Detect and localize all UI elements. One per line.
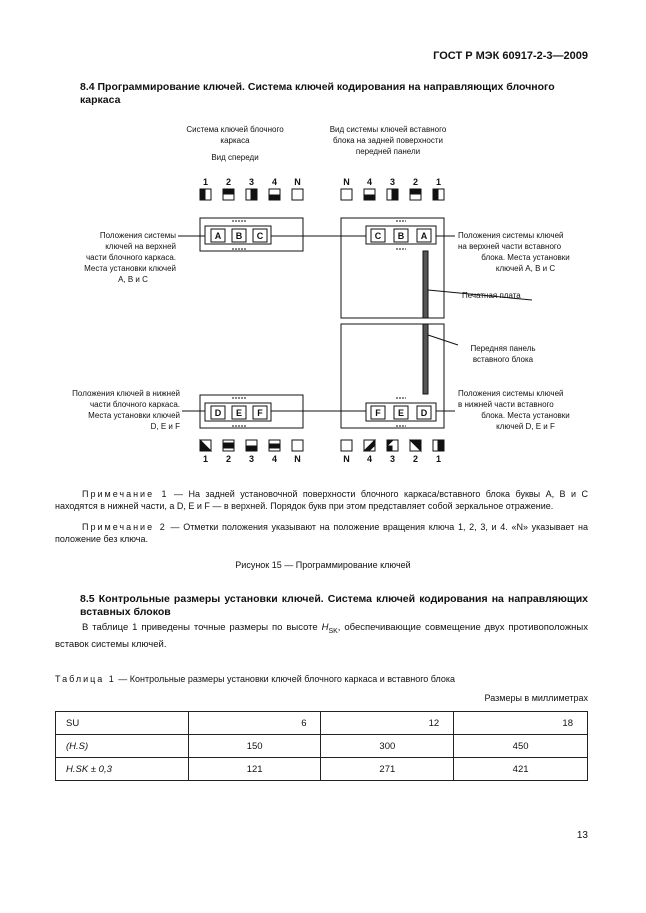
label-line: Передняя панель xyxy=(470,344,536,353)
table-cell: 18 xyxy=(454,712,588,735)
dimensions-table xyxy=(55,711,588,781)
symbol-subscript: SK xyxy=(328,627,338,635)
figure-right-caption-line2: блока на задней поверхности xyxy=(333,136,443,145)
key-number: N xyxy=(294,454,301,464)
note-2 xyxy=(55,521,588,545)
label-line: ключей А, В и С xyxy=(495,264,556,273)
key-letter: C xyxy=(256,231,264,241)
section-heading-8-4: 8.4 Программирование ключей. Система ключей кодирования на направляющих блочного каркаса xyxy=(80,81,555,106)
paragraph-text: , обеспечивающие совмещение двух противоположных вставок системы ключей. xyxy=(55,622,589,650)
front-panel xyxy=(423,324,428,394)
key-letter: D xyxy=(214,408,222,418)
label-line: ключей на верхней xyxy=(105,242,176,251)
key-number: 2 xyxy=(225,454,231,464)
position-icon-1 xyxy=(200,440,211,451)
key-number: N xyxy=(294,177,301,187)
key-number: N xyxy=(343,177,350,187)
label-line: Положения системы ключей xyxy=(458,389,564,398)
position-icon-1 xyxy=(433,440,444,451)
key-number: 1 xyxy=(202,454,208,464)
label-line: части блочного каркаса. xyxy=(89,400,180,409)
table-cell: H.SK ± 0,3 xyxy=(56,758,189,781)
key-number: 3 xyxy=(248,177,254,187)
label-line: Положения системы ключей xyxy=(458,231,564,240)
key-number: 4 xyxy=(366,454,372,464)
section-heading-8-5: 8.5 Контрольные размеры установки ключей. Система ключей кодирования на направляющих вставных блоков xyxy=(80,593,588,618)
key-letter: A xyxy=(214,231,222,241)
symbol-h: H xyxy=(321,622,329,633)
note-1 xyxy=(55,488,588,512)
key-number: 2 xyxy=(225,177,231,187)
label-line: Положения ключей в нижней xyxy=(72,389,180,398)
figure-caption: Рисунок 15 — Программирование ключей xyxy=(235,560,411,570)
label-line: Места установки ключей xyxy=(88,411,180,420)
key-letter: B xyxy=(235,231,243,241)
key-letter: C xyxy=(374,231,382,241)
key-letter: A xyxy=(420,231,428,241)
position-icon-2 xyxy=(223,440,234,451)
label-pcb: Печатная плата xyxy=(462,291,521,300)
key-letter: B xyxy=(397,231,405,241)
table-cell: (H.S) xyxy=(56,735,189,758)
label-line: на верхней части вставного xyxy=(458,242,562,251)
key-letter: E xyxy=(397,408,405,418)
standard-header: ГОСТ Р МЭК 60917-2-3—2009 xyxy=(433,50,588,62)
page-number: 13 xyxy=(576,830,588,841)
position-icon-n xyxy=(292,440,303,451)
label-line: Положения системы xyxy=(99,231,176,240)
key-letter: F xyxy=(375,408,381,418)
position-icon-4 xyxy=(364,440,375,451)
table-cell: 450 xyxy=(454,735,588,758)
label-line: блока. Места установки xyxy=(481,411,570,420)
table-caption-text: — Контрольные размеры установки ключей блочного каркаса и вставного блока xyxy=(115,674,456,684)
figure-right-caption-line3: передней панели xyxy=(355,147,421,156)
paragraph-text: В таблице 1 приведены точные размеры по высоте xyxy=(82,622,322,633)
key-number: 4 xyxy=(366,177,372,187)
key-letter: E xyxy=(235,408,243,418)
figure-left-view: Вид спереди xyxy=(211,153,259,162)
bottom-right-number-row xyxy=(335,454,450,464)
label-line: D, E и F xyxy=(150,422,180,431)
position-icon-4 xyxy=(364,189,375,200)
key-number: N xyxy=(343,454,350,464)
key-number: 1 xyxy=(202,177,208,187)
label-line: части блочного каркаса. xyxy=(85,253,176,262)
table-row xyxy=(56,758,588,781)
note-1-label: Примечание 1 xyxy=(82,489,169,499)
key-number: 2 xyxy=(412,454,418,464)
position-icon-1 xyxy=(200,189,211,200)
key-number: 1 xyxy=(435,177,441,187)
position-icon-n xyxy=(341,440,352,451)
table-caption xyxy=(55,673,455,686)
table-units: Размеры в миллиметрах xyxy=(484,693,588,703)
position-icon-4 xyxy=(269,440,280,451)
label-lower-right xyxy=(458,388,593,432)
table-cell: 12 xyxy=(321,712,454,735)
label-upper-right xyxy=(458,230,593,274)
key-letter: D xyxy=(420,408,428,418)
table-cell: SU xyxy=(56,712,189,735)
table-cell: 150 xyxy=(188,735,321,758)
position-icon-1 xyxy=(433,189,444,200)
label-line: А, В и С xyxy=(118,275,148,284)
figure-right-caption-line1: Вид системы ключей вставного xyxy=(329,125,447,134)
note-2-text: — Отметки положения указывают на положение вращения ключа 1, 2, 3, и 4. «N» указывает на положение без ключа. xyxy=(55,522,588,544)
label-line: в нижней части вставного xyxy=(458,400,554,409)
section-8-5-paragraph xyxy=(55,621,588,651)
label-front-panel xyxy=(458,343,548,365)
table-cell: 271 xyxy=(321,758,454,781)
note-2-label: Примечание 2 xyxy=(82,522,167,532)
label-line: блока. Места установки xyxy=(481,253,570,262)
position-icon-2 xyxy=(410,440,421,451)
position-icon-n xyxy=(292,189,303,200)
key-number: 3 xyxy=(389,454,395,464)
position-icon-4 xyxy=(269,189,280,200)
key-number: 4 xyxy=(271,454,277,464)
table-row xyxy=(56,735,588,758)
label-line: ключей D, E и F xyxy=(496,422,555,431)
label-line: вставного блока xyxy=(472,355,534,364)
figure-left-caption-line1: Система ключей блочного xyxy=(186,125,284,134)
position-icon-3 xyxy=(387,189,398,200)
table-caption-label: Таблица 1 xyxy=(55,674,116,684)
printed-circuit-board xyxy=(423,251,428,318)
note-1-text: — На задней установочной поверхности блочного каркаса/вставного блока буквы А, В и С находятся в нижней части, а D, E и F — в верхней. Порядок букв при этом представляет собой зеркальное отражение. xyxy=(55,489,588,511)
table-cell: 421 xyxy=(454,758,588,781)
table-cell: 6 xyxy=(188,712,321,735)
position-icon-2 xyxy=(223,189,234,200)
key-number: 4 xyxy=(271,177,277,187)
plug-in-unit-upper xyxy=(341,218,444,318)
label-upper-left xyxy=(40,230,176,285)
plug-in-unit-lower xyxy=(341,324,444,428)
key-number: 3 xyxy=(248,454,254,464)
position-icon-3 xyxy=(387,440,398,451)
key-number: 2 xyxy=(412,177,418,187)
bottom-left-number-row xyxy=(194,454,309,464)
table-row xyxy=(56,712,588,735)
label-lower-left xyxy=(40,388,180,432)
label-line: Места установки ключей xyxy=(84,264,176,273)
position-icon-3 xyxy=(246,189,257,200)
position-icon-n xyxy=(341,189,352,200)
position-icon-2 xyxy=(410,189,421,200)
table-cell: 300 xyxy=(321,735,454,758)
table-cell: 121 xyxy=(188,758,321,781)
key-number: 3 xyxy=(389,177,395,187)
position-icon-3 xyxy=(246,440,257,451)
key-number: 1 xyxy=(435,454,441,464)
figure-left-caption-line2: каркаса xyxy=(220,136,250,145)
key-letter: F xyxy=(257,408,263,418)
